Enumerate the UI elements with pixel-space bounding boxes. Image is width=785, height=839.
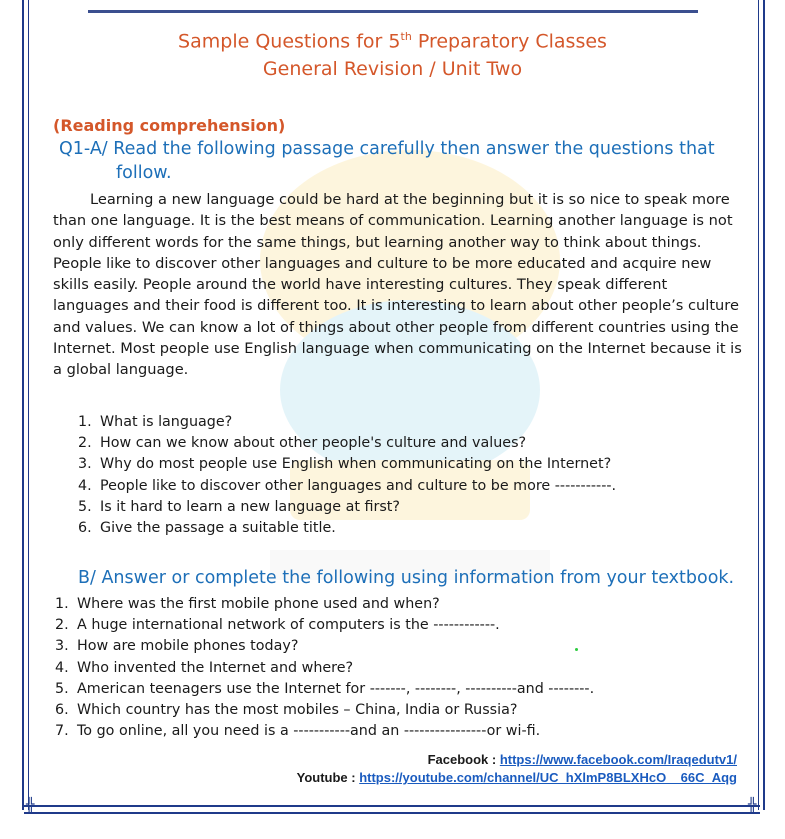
list-item: 5. Is it hard to learn a new language at first? (78, 498, 401, 515)
list-item: 5. American teenagers use the Internet for -------, --------, ----------and --------. (55, 680, 595, 697)
list-item: 1. What is language? (78, 414, 233, 430)
title-line-1: Sample Questions for 5th Preparatory Classes (178, 30, 607, 53)
page-border-right (758, 0, 765, 810)
list-item: 2. How can we know about other people's culture and values? (78, 435, 527, 452)
list-item: 4. Who invented the Internet and where? (55, 659, 354, 676)
q1a-heading-line2: follow. (116, 163, 172, 183)
youtube-label: Youtube : (296, 770, 360, 785)
list-item: 6. Give the passage a suitable title. (78, 519, 336, 536)
title-line-2: General Revision / Unit Two (262, 58, 523, 80)
reading-passage (53, 189, 743, 381)
list-item: 4. People like to discover other languages and culture to be more -----------. (78, 477, 617, 494)
list-item: 2. A huge international network of computers is the ------------. (55, 617, 500, 634)
page-border-left (22, 0, 29, 810)
q1a-heading-line1: Q1-A/ Read the following passage carefully then answer the questions that (59, 139, 715, 159)
q1b-question-list (55, 594, 594, 742)
passage-text: Learning a new language could be hard at the beginning but it is so nice to speak more than one language. It is the best means of communication. Learning another language is not only different words for the same things, but learning another way to think about things. People like to discover other languages and culture to be more educated and acquire new skills easily. People around the world have interesting cultures. They speak different languages and their food is different too. It is interesting to learn about other people’s culture and values. We can know a lot of things about other people from different countries using the Internet. Most people use English language when communicating on the Internet because it is a global language. (53, 191, 742, 379)
green-dot-mark (575, 648, 578, 651)
facebook-line (428, 752, 737, 767)
youtube-line (297, 770, 737, 785)
facebook-label: Facebook : (427, 752, 500, 767)
q1a-question-list (78, 412, 616, 539)
list-item: 6. Which country has the most mobiles – China, India or Russia? (55, 701, 518, 718)
facebook-link[interactable]: https://www.facebook.com/Iraqedutv1/ (499, 752, 737, 767)
corner-ornament-left-icon: ╬ (26, 798, 35, 814)
corner-ornament-right-icon: ╬ (748, 798, 757, 814)
top-rule (88, 10, 698, 13)
list-item: 1. Where was the first mobile phone used and when? (55, 596, 440, 612)
q1b-heading: B/ Answer or complete the following using information from your textbook. (78, 568, 735, 588)
list-item: 7. To go online, all you need is a -----------and an ----------------or wi-fi. (55, 723, 541, 740)
page-border-bottom (24, 805, 760, 814)
list-item: 3. How are mobile phones today? (55, 638, 299, 655)
list-item: 3. Why do most people use English when communicating on the Internet? (78, 456, 612, 473)
youtube-link[interactable]: https://youtube.com/channel/UC_hXlmP8BLXHcO__66C_Aqg (359, 770, 737, 785)
section-label: (Reading comprehension) (53, 116, 286, 135)
